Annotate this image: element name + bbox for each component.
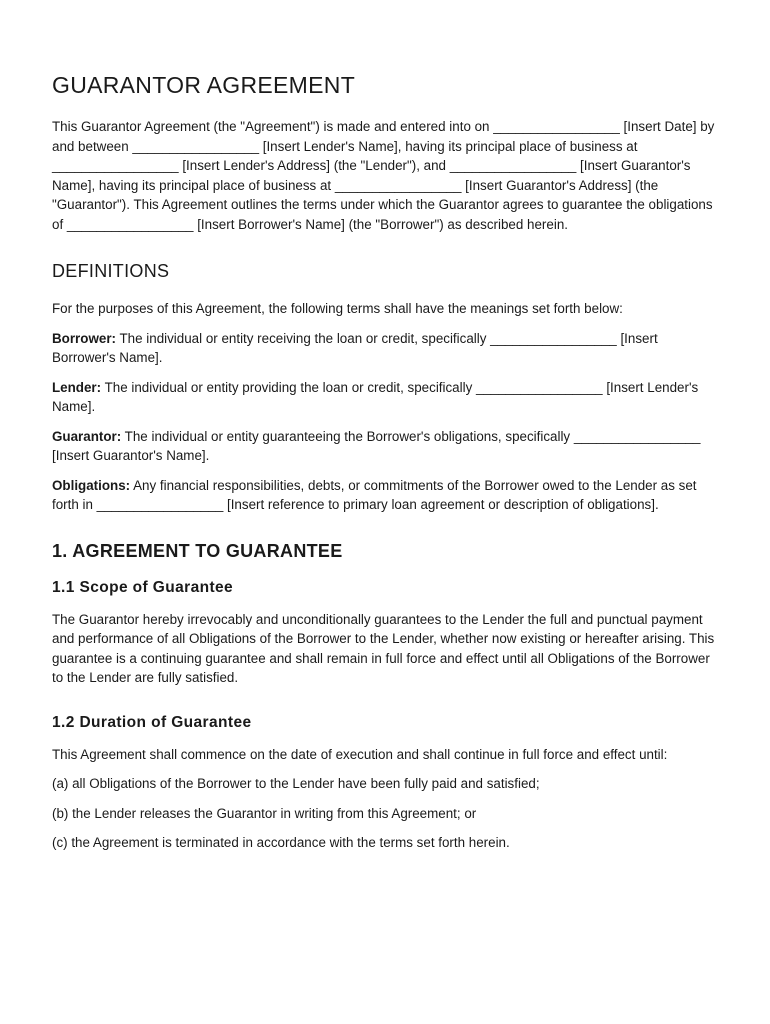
definition-term: Obligations: [52, 477, 131, 493]
definition-obligations [52, 476, 718, 515]
duration-condition-c: (c) the Agreement is terminated in accordance with the terms set forth herein. [52, 835, 510, 850]
duration-heading: 1.2 Duration of Guarantee [52, 713, 252, 731]
definition-term: Lender: [52, 379, 102, 395]
scope-heading: 1.1 Scope of Guarantee [52, 578, 234, 596]
duration-paragraph: This Agreement shall commence on the date of execution and shall continue in full force and effect until: [52, 746, 668, 762]
definition-text: The individual or entity receiving the loan or credit, specifically _________________ [Insert Borrower's Name]. [52, 330, 658, 365]
definition-guarantor [52, 427, 718, 466]
scope-paragraph: The Guarantor hereby irrevocably and unconditionally guarantees to the Lender the full and punctual payment and performance of all Obligations of the Borrower to the Lender, whether now existing or hereafter arising. This guarantee is a continuing guarantee and shall remain in full force and effect until all Obligations of the Borrower to the Lender are fully satisfied. [52, 611, 715, 685]
duration-condition-b: (b) the Lender releases the Guarantor in writing from this Agreement; or [52, 805, 477, 821]
definitions-lead: For the purposes of this Agreement, the following terms shall have the meanings set forth below: [52, 301, 623, 316]
definition-lender [52, 378, 718, 417]
definition-text: Any financial responsibilities, debts, or commitments of the Borrower owed to the Lender as set forth in _________________ [Insert reference to primary loan agreement or description of obligations]. [52, 477, 697, 512]
definition-term: Borrower: [52, 330, 116, 346]
definition-term: Guarantor: [52, 428, 122, 444]
intro-paragraph: This Guarantor Agreement (the "Agreement") is made and entered into on _________________ [Insert Date] by and between _________________ [Insert Lender's Name], having its principal place of business at _________________ [Insert Lender's Address] (the "Lender"), and _________________ [Insert Guarantor's Name], having its principal place of business at _________________ [Insert Guarantor's Address] (the "Guarantor"). This Agreement outlines the terms under which the Guarantor agrees to guarantee the obligations of _________________ [Insert Borrower's Name] (the "Borrower") as described herein. [52, 119, 715, 232]
document-title: GUARANTOR AGREEMENT [52, 72, 356, 98]
definitions-heading: DEFINITIONS [52, 261, 170, 281]
definition-text: The individual or entity providing the loan or credit, specifically _________________ [Insert Lender's Name]. [52, 379, 699, 414]
duration-condition-a: (a) all Obligations of the Borrower to the Lender have been fully paid and satisfied; [52, 776, 540, 791]
definition-text: The individual or entity guaranteeing the Borrower's obligations, specifically _________________ [Insert Guarantor's Name]. [52, 428, 701, 463]
definition-borrower [52, 329, 718, 368]
section-1-heading: 1. AGREEMENT TO GUARANTEE [52, 540, 343, 561]
